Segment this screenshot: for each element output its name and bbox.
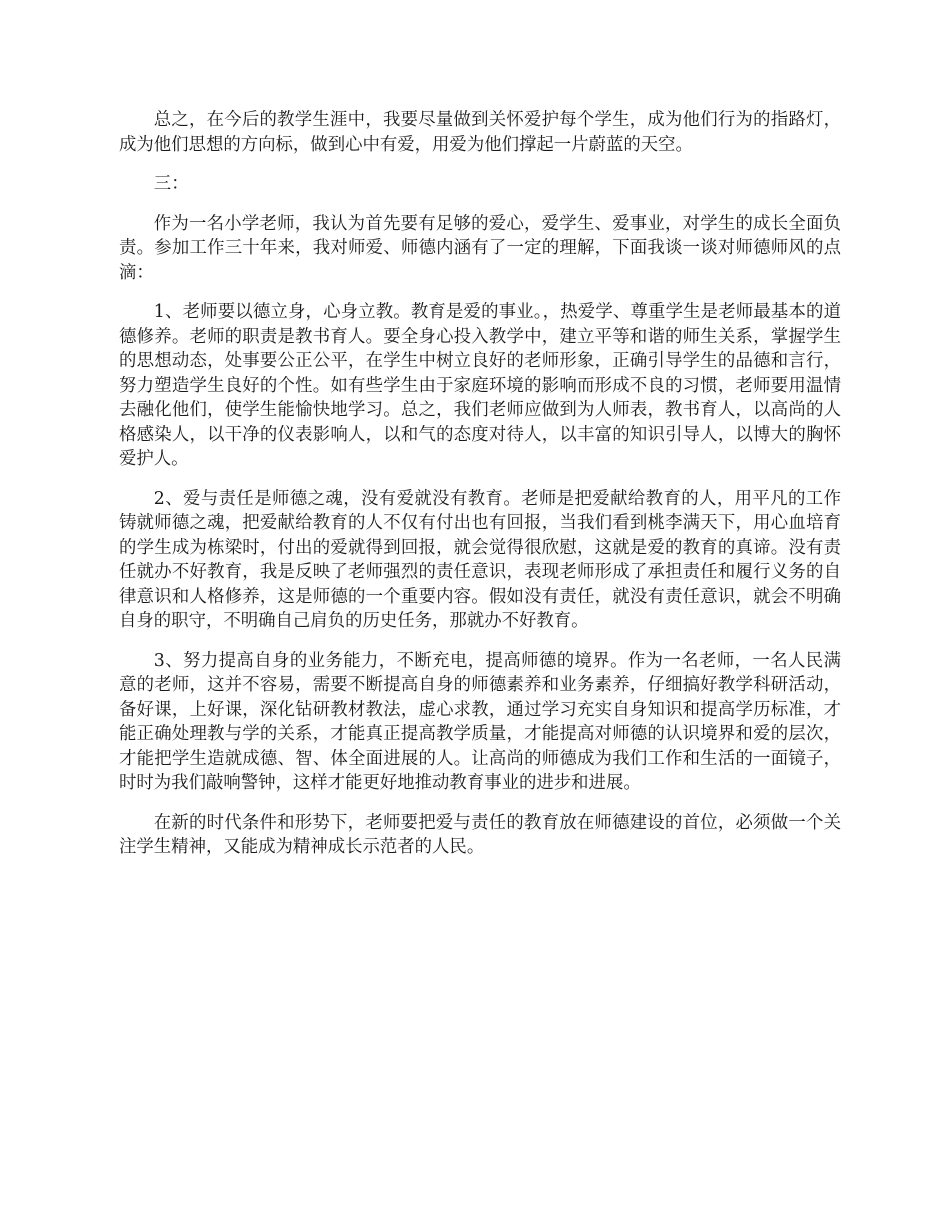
document-page (119, 108, 841, 875)
paragraph-point-3: 3、努力提高自身的业务能力，不断充电，提高师德的境界。作为一名老师，一名人民满意的老师，这并不容易，需要不断提高自身的师德素养和业务素养，仔细搞好教学科研活动，备好课，上好课，深化钻研教材教法，虚心求教，通过学习充实自身知识和提高学历标准，才能正确处理教与学的关系，才能真正提高教学质量，才能提高对师德的认识境界和爱的层次，才能把学生造就成德、智、体全面进展的人。让高尚的师德成为我们工作和生活的一面镜子，时时为我们敲响警钟，这样才能更好地推动教育事业的进步和进展。 (119, 650, 841, 793)
paragraph-closing: 在新的时代条件和形势下，老师要把爱与责任的教育放在师德建设的首位，必须做一个关注学生精神，又能成为精神成长示范者的人民。 (119, 812, 841, 857)
paragraph-conclusion: 总之，在今后的教学生涯中，我要尽量做到关怀爱护每个学生，成为他们行为的指路灯，成为他们思想的方向标，做到心中有爱，用爱为他们撑起一片蔚蓝的天空。 (119, 110, 841, 155)
paragraph-point-2: 2、爱与责任是师德之魂，没有爱就没有教育。老师是把爱献给教育的人，用平凡的工作铸就师德之魂，把爱献给教育的人不仅有付出也有回报，当我们看到桃李满天下，用心血培育的学生成为栋梁时，付出的爱就得到回报，就会觉得很欣慰，这就是爱的教育的真谛。没有责任就办不好教育，我是反映了老师强烈的责任意识，表现老师形成了承担责任和履行义务的自律意识和人格修养，这是师德的一个重要内容。假如没有责任，就没有责任意识，就会不明确自身的职守，不明确自己肩负的历史任务，那就办不好教育。 (119, 488, 841, 631)
paragraph-point-1: 1、老师要以德立身，心身立教。教育是爱的事业。，热爱学、尊重学生是老师最基本的道德修养。老师的职责是教书育人。要全身心投入教学中，建立平等和谐的师生关系，掌握学生的思想动态，处事要公正公平，在学生中树立良好的老师形象，正确引导学生的品德和言行，努力塑造学生良好的个性。如有些学生由于家庭环境的影响而形成不良的习惯，老师要用温情去融化他们，使学生能愉快地学习。总之，我们老师应做到为人师表，教书育人，以高尚的人格感染人，以干净的仪表影响人，以和气的态度对待人，以丰富的知识引导人，以博大的胸怀爱护人。 (119, 302, 841, 469)
section-heading-three: 三： (153, 174, 189, 194)
paragraph-intro: 作为一名小学老师，我认为首先要有足够的爱心，爱学生、爱事业，对学生的成长全面负责。参加工作三十年来，我对师爱、师德内涵有了一定的理解，下面我谈一谈对师德师风的点滴： (119, 213, 841, 283)
